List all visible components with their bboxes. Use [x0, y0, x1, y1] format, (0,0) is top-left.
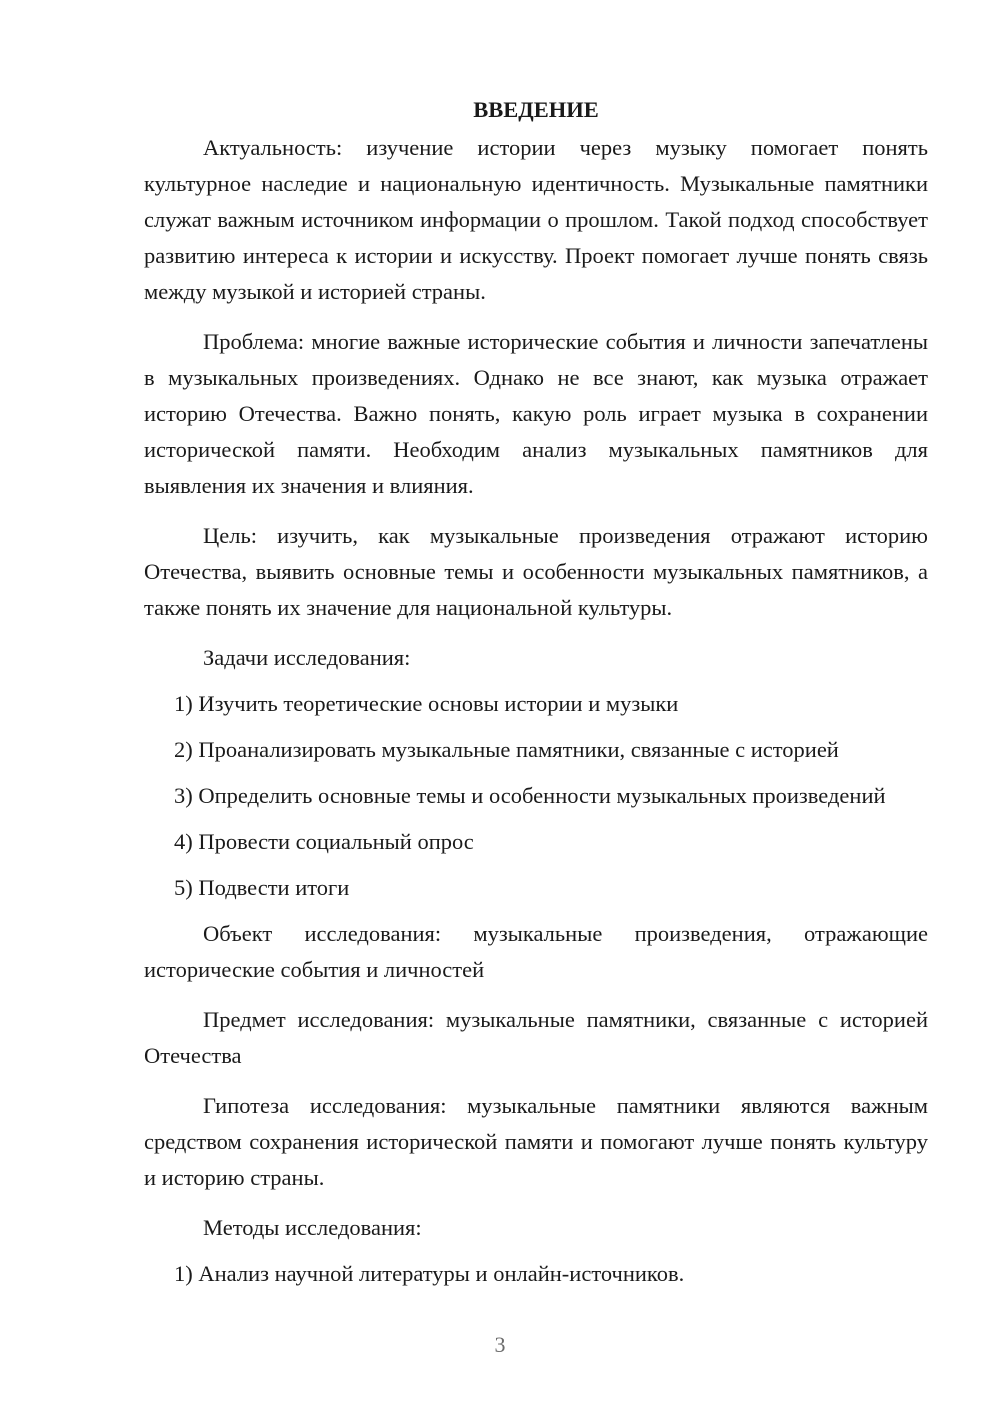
task-item: 4) Провести социальный опрос	[174, 829, 474, 854]
paragraph-subject: Предмет исследования: музыкальные памятники, связанные с историей Отечества	[144, 1007, 928, 1068]
methods-heading: Методы исследования:	[203, 1215, 422, 1240]
page-number: 3	[494, 1332, 506, 1357]
paragraph-hypothesis: Гипотеза исследования: музыкальные памятники являются важным средством сохранения исторической памяти и помогают лучше понять культуру и историю страны.	[144, 1093, 928, 1190]
task-item: 1) Изучить теоретические основы истории и музыки	[174, 691, 679, 716]
task-item: 3) Определить основные темы и особенности музыкальных произведений	[174, 783, 886, 808]
tasks-heading: Задачи исследования:	[203, 645, 411, 670]
task-item: 5) Подвести итоги	[174, 875, 350, 900]
paragraph-goal: Цель: изучить, как музыкальные произведения отражают историю Отечества, выявить основные темы и особенности музыкальных памятников, а также понять их значение для национальной культуры.	[144, 523, 928, 620]
task-item: 2) Проанализировать музыкальные памятники, связанные с историей	[174, 737, 839, 762]
paragraph-problem: Проблема: многие важные исторические события и личности запечатлены в музыкальных произведениях. Однако не все знают, как музыка отражает историю Отечества. Важно понять, какую роль играет музыка в сохранении исторической памяти. Необходим анализ музыкальных памятников для выявления их значения и влияния.	[144, 329, 928, 498]
method-item: 1) Анализ научной литературы и онлайн-источников.	[174, 1261, 685, 1286]
page-content	[144, 92, 928, 1302]
paragraph-relevance: Актуальность: изучение истории через музыку помогает понять культурное наследие и национальную идентичность. Музыкальные памятники служат важным источником информации о прошлом. Такой подход способствует развитию интереса к истории и искусству. Проект помогает лучше понять связь между музыкой и историей страны.	[144, 135, 928, 304]
page-title: ВВЕДЕНИЕ	[473, 97, 599, 122]
paragraph-object: Объект исследования: музыкальные произведения, отражающие исторические события и личностей	[144, 921, 928, 982]
